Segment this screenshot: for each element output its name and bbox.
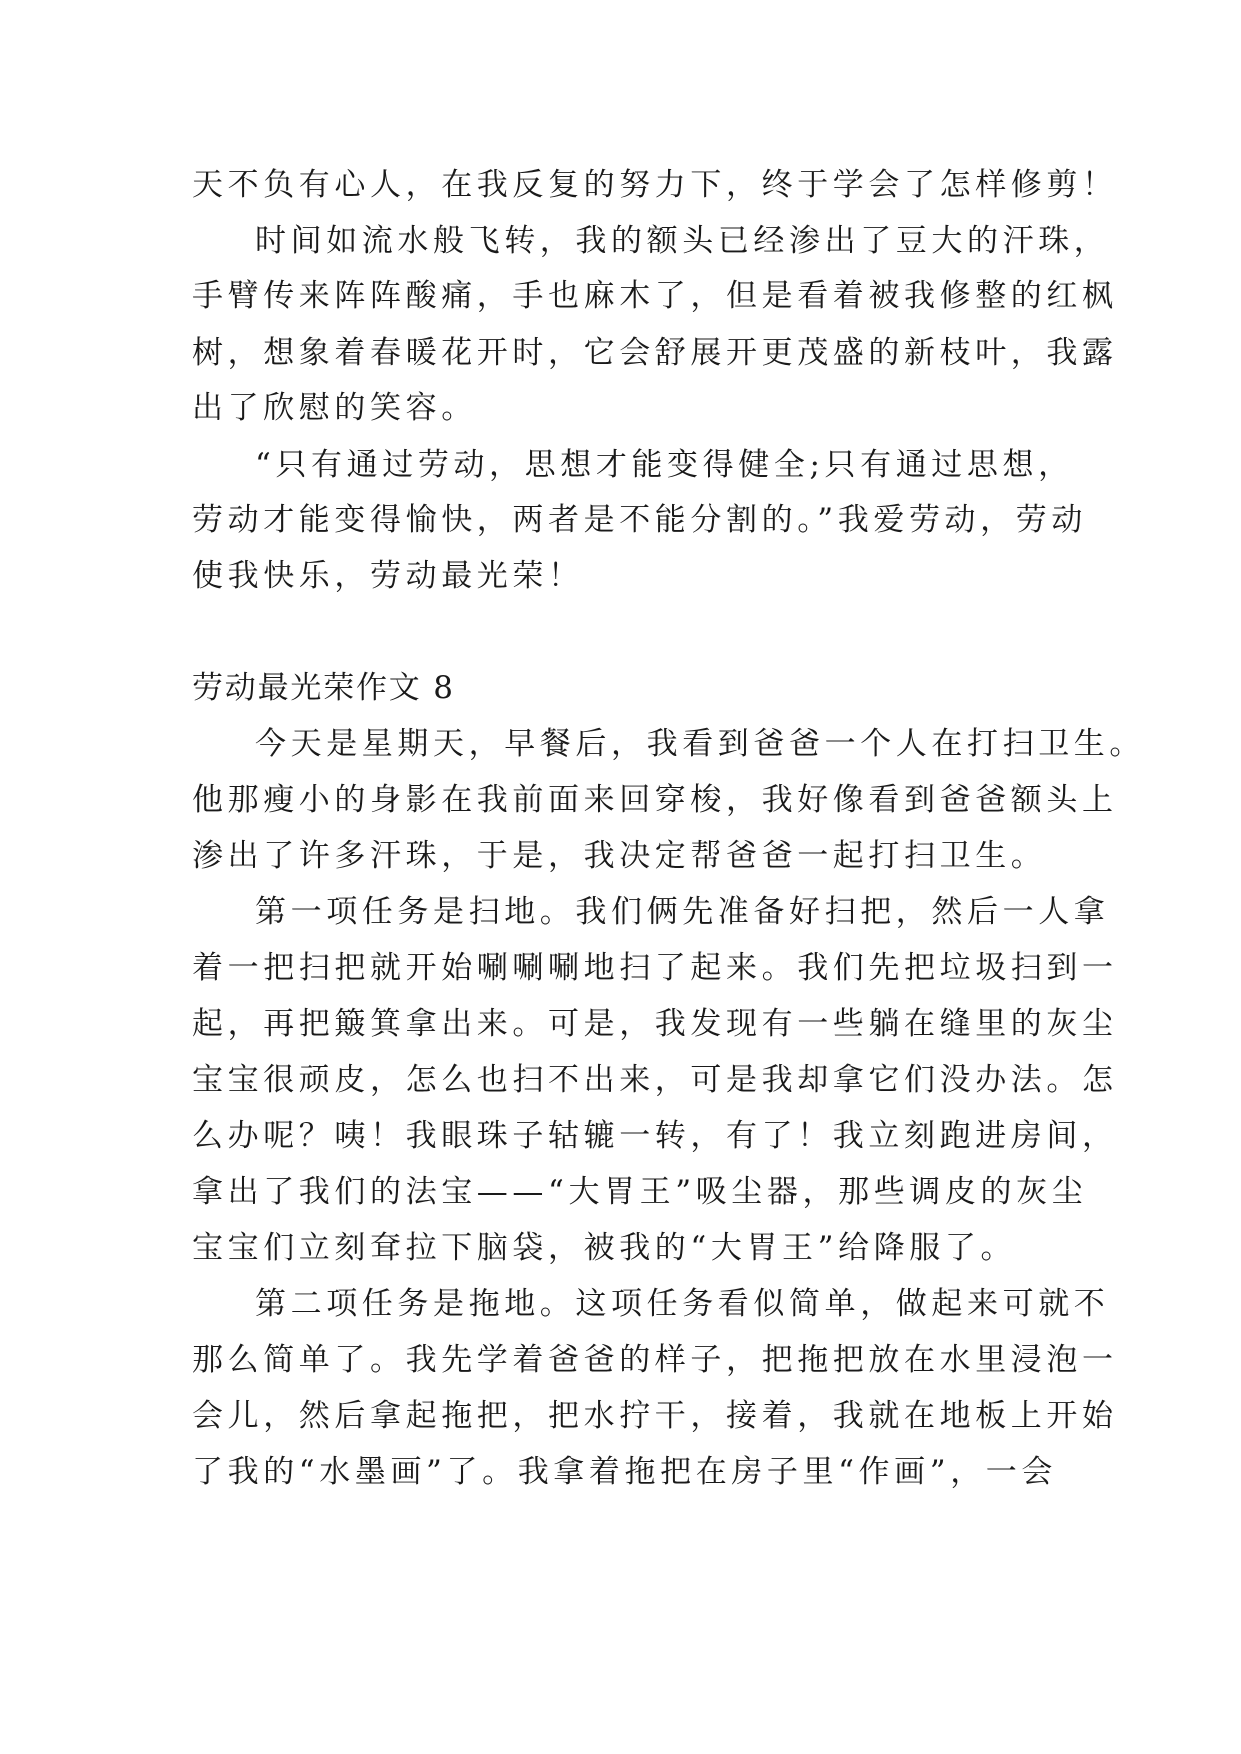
text-line: 手臂传来阵阵酸痛，手也麻木了，但是看着被我修整的红枫 [192, 278, 1118, 314]
text-line: 那么简单了。我先学着爸爸的样子，把拖把放在水里浸泡一 [192, 1342, 1118, 1378]
text-line: 么办呢？咦！我眼珠子轱辘一转，有了！我立刻跑进房间， [192, 1118, 1118, 1154]
text-line: 使我快乐，劳动最光荣！ [192, 558, 584, 594]
text-line: 他那瘦小的身影在我前面来回穿梭，我好像看到爸爸额头上 [192, 782, 1118, 818]
section-heading: 劳动最光荣作文 8 [192, 670, 455, 706]
paragraph-first-line: 今天是星期天，早餐后，我看到爸爸一个人在打扫卫生。 [255, 726, 1145, 762]
text-line: 宝宝很顽皮，怎么也扫不出来，可是我却拿它们没办法。怎 [192, 1062, 1118, 1098]
text-line: 会儿，然后拿起拖把，把水拧干，接着，我就在地板上开始 [192, 1398, 1118, 1434]
text-line: 劳动才能变得愉快，两者是不能分割的。”我爱劳动，劳动 [192, 502, 1087, 538]
text-line: 宝宝们立刻耷拉下脑袋，被我的“大胃王”给降服了。 [192, 1230, 1017, 1266]
text-line: 树，想象着春暖花开时，它会舒展开更茂盛的新枝叶，我露 [192, 335, 1118, 371]
paragraph-first-line: 第一项任务是扫地。我们俩先准备好扫把，然后一人拿 [255, 894, 1110, 930]
paragraph-first-line: “只有通过劳动，思想才能变得健全;只有通过思想， [255, 447, 1074, 483]
text-line: 起，再把簸箕拿出来。可是，我发现有一些躺在缝里的灰尘 [192, 1006, 1118, 1042]
text-line: 着一把扫把就开始唰唰唰地扫了起来。我们先把垃圾扫到一 [192, 950, 1118, 986]
text-line: 拿出了我们的法宝——“大胃王”吸尘器，那些调皮的灰尘 [192, 1174, 1088, 1210]
text-line: 渗出了许多汗珠，于是，我决定帮爸爸一起打扫卫生。 [192, 838, 1047, 874]
paragraph-first-line: 第二项任务是拖地。这项任务看似简单，做起来可就不 [255, 1286, 1110, 1322]
text-line: 天不负有心人，在我反复的努力下，终于学会了怎样修剪！ [192, 167, 1118, 203]
text-line: 出了欣慰的笑容。 [192, 390, 477, 426]
paragraph-first-line: 时间如流水般飞转，我的额头已经渗出了豆大的汗珠， [255, 223, 1110, 259]
text-line: 了我的“水墨画”了。我拿着拖把在房子里“作画”，一会 [192, 1454, 1057, 1490]
